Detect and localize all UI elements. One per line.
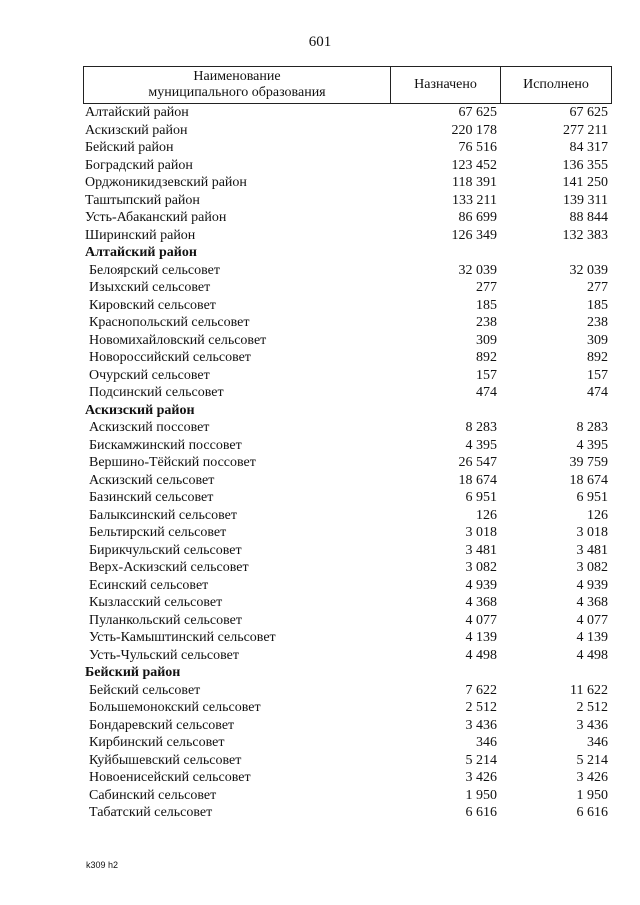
row-assigned: 86 699 <box>458 210 497 225</box>
table-row <box>83 227 612 245</box>
row-assigned: 5 214 <box>465 752 497 768</box>
row-assigned: 3 018 <box>465 525 497 540</box>
table-row <box>83 787 612 805</box>
row-assigned: 238 <box>476 315 497 330</box>
row-executed: 11 622 <box>570 682 608 698</box>
table-row <box>83 384 612 402</box>
table-row <box>83 122 612 140</box>
table-row <box>83 192 612 210</box>
row-executed: 4 139 <box>576 630 608 645</box>
row-assigned: 309 <box>476 332 497 348</box>
table-row <box>83 647 612 665</box>
row-executed: 277 <box>587 280 608 295</box>
table-row <box>83 489 612 507</box>
table-row <box>83 507 612 525</box>
row-name: Сабинский сельсовет <box>89 787 217 803</box>
table-row <box>83 314 612 332</box>
row-executed: 3 082 <box>576 560 608 575</box>
row-name: Подсинский сельсовет <box>89 385 224 400</box>
row-assigned: 4 139 <box>465 630 497 645</box>
row-name: Куйбышевский сельсовет <box>89 752 242 768</box>
row-name: Новороссийский сельсовет <box>89 350 251 365</box>
row-executed: 277 211 <box>563 122 608 138</box>
row-name: Изыхский сельсовет <box>89 280 211 295</box>
row-assigned: 67 625 <box>458 105 497 120</box>
table-row <box>83 769 612 787</box>
row-name: Кызласский сельсовет <box>89 595 223 610</box>
row-executed: 67 625 <box>569 105 608 120</box>
row-assigned: 76 516 <box>458 140 497 155</box>
row-executed: 238 <box>587 315 608 330</box>
row-name: Табатский сельсовет <box>89 805 213 820</box>
row-name: Бондаревский сельсовет <box>89 717 235 733</box>
row-assigned: 18 674 <box>458 472 497 488</box>
table-row <box>83 104 612 122</box>
row-assigned: 3 082 <box>465 560 497 575</box>
row-assigned: 123 452 <box>451 157 497 173</box>
header-name-line1: Наименование <box>193 69 281 84</box>
row-assigned: 32 039 <box>458 262 497 278</box>
row-assigned: 126 349 <box>451 227 497 243</box>
row-executed: 185 <box>587 297 608 313</box>
row-name: Аскизский район <box>85 122 188 138</box>
row-executed: 3 436 <box>576 717 608 733</box>
row-executed: 4 077 <box>576 612 608 628</box>
row-name: Ширинский район <box>85 227 196 243</box>
section-title: Бейский район <box>85 665 181 680</box>
row-executed: 474 <box>587 385 608 400</box>
row-name: Балыксинский сельсовет <box>89 507 237 523</box>
row-assigned: 126 <box>476 507 497 523</box>
row-name: Аскизский сельсовет <box>89 472 215 488</box>
row-executed: 6 951 <box>576 490 608 505</box>
header-executed: Исполнено <box>500 67 611 103</box>
row-name: Вершино-Тёйский поссовет <box>89 455 256 470</box>
row-name: Пуланкольский сельсовет <box>89 612 243 628</box>
row-executed: 3 426 <box>576 770 608 785</box>
row-executed: 4 939 <box>576 577 608 593</box>
header-name-line2: муниципального образования <box>148 85 326 100</box>
table-row <box>83 682 612 700</box>
row-assigned: 6 951 <box>465 490 497 505</box>
table-row <box>83 472 612 490</box>
row-assigned: 118 391 <box>452 175 497 190</box>
row-assigned: 26 547 <box>458 455 497 470</box>
row-name: Усть-Абаканский район <box>85 210 227 225</box>
table-body <box>83 104 612 822</box>
table-row <box>83 279 612 297</box>
row-name: Новомихайловский сельсовет <box>89 332 267 348</box>
row-executed: 309 <box>587 332 608 348</box>
row-executed: 892 <box>587 350 608 365</box>
row-executed: 132 383 <box>562 227 608 243</box>
table-row <box>83 559 612 577</box>
row-assigned: 185 <box>476 297 497 313</box>
row-executed: 1 950 <box>576 787 608 803</box>
row-assigned: 892 <box>476 350 497 365</box>
header-name-column <box>84 67 390 103</box>
table-row <box>83 209 612 227</box>
row-executed: 346 <box>587 735 608 750</box>
table-row <box>83 804 612 822</box>
row-executed: 136 355 <box>562 157 608 173</box>
row-name: Кирбинский сельсовет <box>89 735 225 750</box>
row-assigned: 7 622 <box>465 682 497 698</box>
table-row <box>83 297 612 315</box>
row-name: Новоенисейский сельсовет <box>89 770 251 785</box>
row-assigned: 277 <box>476 280 497 295</box>
row-assigned: 474 <box>476 385 497 400</box>
row-executed: 88 844 <box>569 210 608 225</box>
table-row <box>83 419 612 437</box>
section-title: Аскизский район <box>85 402 195 418</box>
row-name: Усть-Камыштинский сельсовет <box>89 630 276 645</box>
table-row <box>83 717 612 735</box>
row-name: Бирикчульский сельсовет <box>89 542 242 558</box>
row-executed: 139 311 <box>563 192 608 208</box>
row-assigned: 4 077 <box>465 612 497 628</box>
row-executed: 8 283 <box>576 420 608 435</box>
row-name: Краснопольский сельсовет <box>89 315 250 330</box>
row-assigned: 220 178 <box>451 122 497 138</box>
footer-code: k309 h2 <box>86 860 119 870</box>
row-name: Белоярский сельсовет <box>89 262 220 278</box>
row-name: Большемонокский сельсовет <box>89 700 261 715</box>
row-executed: 4 395 <box>576 437 608 453</box>
row-executed: 39 759 <box>569 455 608 470</box>
table-row <box>83 524 612 542</box>
table-row <box>83 157 612 175</box>
section-row <box>83 244 612 262</box>
row-assigned: 1 950 <box>465 787 497 803</box>
row-assigned: 8 283 <box>465 420 497 435</box>
table-row <box>83 437 612 455</box>
row-name: Таштыпский район <box>85 192 200 208</box>
table-row <box>83 349 612 367</box>
row-executed: 3 481 <box>576 542 608 558</box>
row-assigned: 157 <box>476 367 497 383</box>
row-assigned: 4 368 <box>465 595 497 610</box>
row-executed: 141 250 <box>562 175 608 190</box>
table-row <box>83 594 612 612</box>
table-row <box>83 332 612 350</box>
row-executed: 32 039 <box>569 262 608 278</box>
row-assigned: 4 395 <box>465 437 497 453</box>
table-row <box>83 699 612 717</box>
row-executed: 2 512 <box>576 700 608 715</box>
table-row <box>83 612 612 630</box>
table-row <box>83 139 612 157</box>
section-title: Алтайский район <box>85 245 197 260</box>
table-row <box>83 752 612 770</box>
table-row <box>83 454 612 472</box>
section-row <box>83 402 612 420</box>
row-name: Аскизский поссовет <box>89 420 210 435</box>
row-name: Кировский сельсовет <box>89 297 216 313</box>
row-name: Алтайский район <box>85 105 189 120</box>
row-assigned: 133 211 <box>452 192 497 208</box>
table-row <box>83 367 612 385</box>
table-row <box>83 542 612 560</box>
row-assigned: 6 616 <box>465 805 497 820</box>
table-row <box>83 262 612 280</box>
table-row <box>83 577 612 595</box>
row-executed: 4 368 <box>576 595 608 610</box>
row-executed: 157 <box>587 367 608 383</box>
table-row <box>83 734 612 752</box>
table-row <box>83 174 612 192</box>
table-row <box>83 629 612 647</box>
row-name: Базинский сельсовет <box>89 490 214 505</box>
row-executed: 5 214 <box>576 752 608 768</box>
row-name: Бейский сельсовет <box>89 682 201 698</box>
row-name: Бискамжинский поссовет <box>89 437 242 453</box>
row-assigned: 3 426 <box>465 770 497 785</box>
row-executed: 18 674 <box>569 472 608 488</box>
page-number: 601 <box>308 34 332 50</box>
row-assigned: 4 498 <box>465 647 497 663</box>
row-executed: 126 <box>587 507 608 523</box>
row-name: Усть-Чульский сельсовет <box>89 647 240 663</box>
row-executed: 3 018 <box>576 525 608 540</box>
row-name: Бейский район <box>85 140 174 155</box>
row-name: Орджоникидзевский район <box>85 175 247 190</box>
row-assigned: 346 <box>476 735 497 750</box>
table-header <box>83 66 612 104</box>
row-executed: 84 317 <box>569 140 608 155</box>
row-name: Есинский сельсовет <box>89 577 209 593</box>
row-name: Верх-Аскизский сельсовет <box>89 560 249 575</box>
row-executed: 4 498 <box>576 647 608 663</box>
row-assigned: 4 939 <box>465 577 497 593</box>
row-executed: 6 616 <box>576 805 608 820</box>
row-name: Очурский сельсовет <box>89 367 210 383</box>
section-row <box>83 664 612 682</box>
row-assigned: 2 512 <box>465 700 497 715</box>
row-name: Бельтирский сельсовет <box>89 525 227 540</box>
row-assigned: 3 481 <box>465 542 497 558</box>
header-assigned: Назначено <box>390 67 500 103</box>
row-name: Боградский район <box>85 157 193 173</box>
row-assigned: 3 436 <box>465 717 497 733</box>
